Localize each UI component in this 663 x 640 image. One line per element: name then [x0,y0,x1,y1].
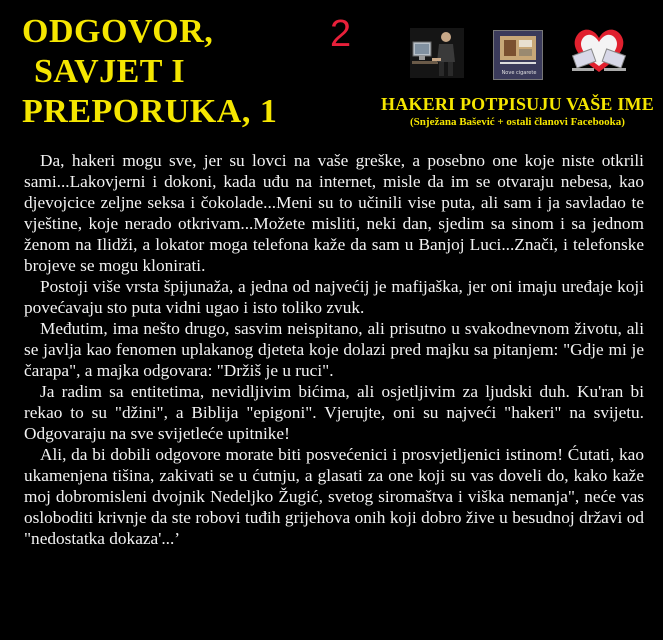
title-line-2: SAVJET I [34,53,186,90]
paragraph-1: Da, hakeri mogu sve, jer su lovci na vaše greške, a posebno one koje niste otkrili sami...Lakovjerni i dokoni, kada uđu na internet, misle da im se otvaraju nebesa, kao djevojcice zeljne seksa i čokolade...Meni su to učinili vise puta, ali sam i ja savladao te vještine, koje nerado otkrivam...Možete misliti, neki dan, sjedim sa sinom i sa jednom ženom na Ilidži, a lokator moga telefona kaže da sam u Banjoj Luci...Znači, i telefonske brojeve se mogu klonirati. [24,151,644,275]
article-body [24,150,644,549]
paragraph-2: Postoji više vrsta špijunaža, a jedna od najvećij je mafijaška, jer oni imaju uređaje koji povećavaju sto puta vidni ugao i isto toliko zvuk. [24,277,644,317]
heart-laptops-icon [566,22,632,82]
article-subline: (Snježana Bašević + ostali članovi Facebooka) [410,116,625,128]
person-at-computer-icon [410,28,464,78]
article-headline: HAKERI POTPISUJU VAŠE IME [381,94,654,114]
page-number: 2 [330,13,352,55]
person-at-computer-image [410,28,464,78]
book-cover-image [493,30,543,80]
paragraph-5: Ali, da bi dobili odgovore morate biti posvećenici i prosvjetljenici istinom! Ćutati, kao ukamenjena tišina, zakivati se u ćutnju, a glasati za one koji su vas doveli do, kako kaže moj dobromisleni dvojnik Nedeljko Žugić, svetog siromaštva i viška nemanja", neće vas osloboditi krivnje da ste robovi tuđih grijehova onih koji dobro žive u besudnoj državi od "nedostatka dokaza'...’ [24,445,644,548]
book-cover-caption: Nove cigarete [501,70,537,76]
title-line-1: ODGOVOR, [22,13,214,50]
paragraph-4: Ja radim sa entitetima, nevidljivim bićima, ali osjetljivim za ljudski duh. Ku'ran bi rekao to su "džini", a Biblija "epigoni". Vjerujte, oni su najveći "hakeri" na svijetu. Odgovaraju na sve svijetleće upitnike! [24,382,644,443]
page-title [22,12,277,132]
paragraph-3: Međutim, ima nešto drugo, sasvim neispitano, ali prisutno u svakodnevnom životu, ali se javlja kao fenomen uplakanog djeteta koje dolazi pred majku sa pitanjem: "Gdje mi je čarapa", a majka odgovara: "Držiš je u ruci". [24,319,644,380]
article-header [380,93,655,129]
title-line-3: PREPORUKA, 1 [22,93,278,130]
heart-laptops-image [566,22,632,82]
